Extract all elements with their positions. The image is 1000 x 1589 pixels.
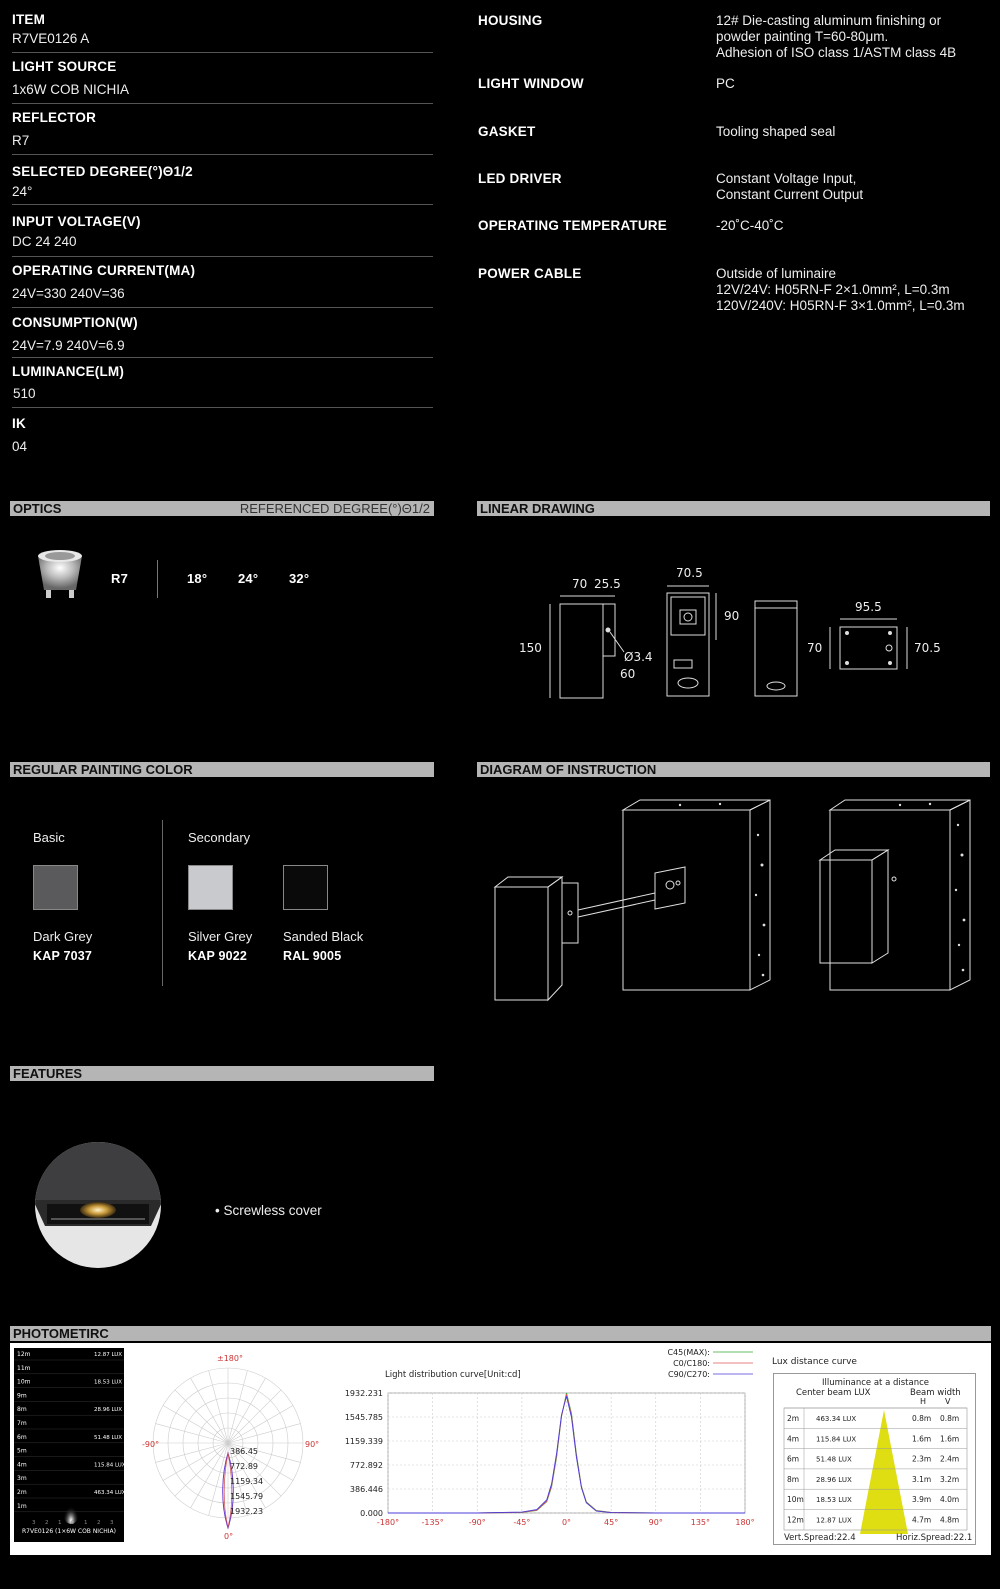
secondary-label: Secondary [188, 830, 251, 845]
lux-row-v: 0.8m [940, 1414, 960, 1423]
spec-value: R7 [12, 133, 30, 148]
strip-lux-label: 463.34 LUX [94, 1490, 126, 1496]
divider [12, 204, 433, 205]
strip-row-label: 2m [17, 1489, 27, 1496]
strip-lux-label: 12.87 LUX [94, 1352, 123, 1358]
lux-row-distance: 6m [787, 1454, 800, 1464]
reflector-label: R7 [111, 571, 129, 586]
polar-ring-label: 1159.34 [230, 1477, 264, 1486]
section-title: LINEAR DRAWING [480, 501, 595, 516]
strip-row-label: 10m [17, 1378, 31, 1386]
center-beam-label: Center beam LUX [796, 1388, 871, 1398]
x-tick-label: 135° [690, 1518, 711, 1527]
y-tick-label: 1932.231 [344, 1389, 383, 1398]
spec-value: PC [716, 76, 735, 91]
strip-x-tick: 1 [84, 1520, 88, 1526]
lux-row-h: 3.1m [912, 1474, 932, 1484]
dim-label: 95.5 [855, 600, 882, 614]
strip-row-label: 1m [17, 1502, 27, 1510]
strip-x-tick: 1 [58, 1520, 62, 1526]
spec-label: LIGHT SOURCE [12, 59, 117, 74]
spec-label: ITEM [12, 12, 46, 27]
illuminance-strip [14, 1348, 124, 1542]
y-tick-label: 772.892 [349, 1461, 383, 1470]
spec-value: 24V=7.9 240V=6.9 [12, 338, 125, 353]
divider [162, 820, 163, 986]
degree-option: 32° [289, 571, 310, 586]
x-tick-label: 0° [561, 1518, 572, 1527]
color-swatch-sanded-black [283, 865, 328, 910]
polar-label-top: ±180° [217, 1354, 243, 1363]
strip-x-tick: 3 [32, 1520, 36, 1526]
lux-row-distance: 4m [787, 1434, 800, 1444]
spec-label: HOUSING [478, 13, 543, 28]
lux-row-v: 4.0m [940, 1495, 960, 1505]
lux-row-distance: 12m [787, 1515, 804, 1525]
v-label: V [945, 1397, 951, 1406]
lux-row-distance: 8m [787, 1474, 800, 1484]
dim-label: 60 [620, 667, 636, 681]
polar-ring-label: 1932.23 [230, 1507, 264, 1516]
polar-ring-label: 1545.79 [230, 1492, 264, 1501]
spec-line: 12V/24V: H05RN-F 2×1.0mm², L=0.3m [716, 282, 950, 297]
feature-item: • Screwless cover [215, 1203, 322, 1218]
color-code: KAP 7037 [33, 949, 93, 963]
lux-row-value: 12.87 LUX [816, 1516, 852, 1525]
illuminance-strip-chart [14, 1348, 124, 1542]
spec-value: 24° [12, 184, 33, 199]
reflector-icon [32, 548, 92, 606]
spec-line: Outside of luminaire [716, 266, 837, 281]
y-tick-label: 1159.339 [344, 1437, 383, 1446]
spec-line: powder painting T=60-80μm. [716, 29, 889, 44]
dim-label: Ø3.4 [624, 650, 653, 664]
color-swatch-dark-grey [33, 865, 78, 910]
painting-color-header [10, 762, 434, 777]
spec-value: 04 [12, 439, 28, 454]
strip-x-tick: 0 [71, 1520, 75, 1526]
divider [12, 357, 433, 358]
dim-label: 70.5 [676, 566, 703, 580]
spec-value [716, 171, 863, 203]
dim-label: 25.5 [594, 577, 621, 591]
strip-row-label: 3m [17, 1475, 27, 1483]
section-title: FEATURES [13, 1066, 83, 1081]
divider [12, 256, 433, 257]
spec-value: 1x6W COB NICHIA [12, 82, 130, 97]
legend-label: C0/C180: [673, 1359, 710, 1368]
dim-label: 70.5 [914, 641, 941, 655]
polar-label-right: 90° [305, 1440, 320, 1449]
x-tick-label: -90° [468, 1518, 486, 1527]
lux-row-v: 4.8m [940, 1515, 960, 1525]
linear-drawing [510, 560, 980, 720]
spec-value: 24V=330 240V=36 [12, 286, 125, 301]
spec-line: 12# Die-casting aluminum finishing or [716, 13, 942, 28]
lux-row-value: 463.34 LUX [816, 1415, 857, 1423]
section-title: REGULAR PAINTING COLOR [13, 762, 193, 777]
strip-x-tick: 3 [110, 1520, 114, 1526]
strip-x-tick: 2 [97, 1520, 101, 1526]
lux-row-h: 1.6m [912, 1434, 932, 1444]
x-tick-label: 90° [648, 1518, 663, 1527]
spec-label: OPERATING TEMPERATURE [478, 218, 667, 233]
strip-caption: R7VE0126 (1×6W COB NICHIA) [21, 1528, 116, 1535]
color-code: KAP 9022 [188, 949, 248, 963]
basic-label: Basic [33, 830, 65, 845]
strip-row-label: 9m [17, 1392, 27, 1400]
spec-value [716, 13, 956, 61]
spec-label: CONSUMPTION(W) [12, 315, 138, 330]
lux-row-h: 4.7m [912, 1515, 932, 1525]
color-code: RAL 9005 [283, 949, 342, 963]
spec-label: REFLECTOR [12, 110, 97, 125]
divider [157, 560, 158, 598]
illuminance-title: Illuminance at a distance [821, 1378, 930, 1388]
legend-label: C45(MAX): [667, 1348, 710, 1357]
strip-row-label: 8m [17, 1406, 27, 1414]
spec-line: 120V/240V: H05RN-F 3×1.0mm², L=0.3m [716, 298, 965, 313]
strip-row-label: 4m [17, 1461, 27, 1469]
spec-line: Constant Voltage Input, [716, 171, 857, 186]
x-tick-label: -135° [421, 1518, 444, 1527]
spec-label: OPERATING CURRENT(MA) [12, 263, 196, 278]
y-tick-label: 386.446 [349, 1485, 383, 1494]
spec-value [716, 266, 965, 314]
spec-line: Constant Current Output [716, 187, 864, 202]
divider [12, 103, 433, 104]
strip-row-label: 12m [17, 1351, 31, 1358]
spec-value: -20˚C-40˚C [716, 218, 784, 233]
strip-row-label: 5m [17, 1447, 27, 1455]
y-tick-label: 0.000 [360, 1509, 383, 1518]
divider [12, 407, 433, 408]
features-header [10, 1066, 434, 1081]
strip-row-label: 7m [17, 1420, 27, 1427]
vert-spread: Vert.Spread:22.4 [784, 1533, 856, 1543]
lux-row-h: 0.8m [912, 1414, 932, 1423]
instruction-header [477, 762, 990, 777]
strip-lux-label: 18.53 LUX [94, 1379, 123, 1386]
dim-label: 150 [519, 641, 542, 655]
strip-lux-label: 115.84 LUX [94, 1462, 126, 1469]
spec-value: 510 [13, 386, 36, 401]
divider [12, 52, 433, 53]
lux-row-value: 18.53 LUX [816, 1496, 852, 1505]
lux-row-value: 51.48 LUX [816, 1455, 852, 1464]
spec-label: INPUT VOLTAGE(V) [12, 214, 141, 229]
light-distribution-chart [344, 1345, 765, 1550]
spec-value: Tooling shaped seal [716, 124, 836, 139]
horiz-spread: Horiz.Spread:22.1 [896, 1533, 973, 1543]
dim-label: 70 [807, 641, 823, 655]
degree-option: 24° [238, 571, 259, 586]
strip-x-tick: 2 [45, 1520, 49, 1526]
strip-row-label: 11m [17, 1364, 31, 1372]
x-tick-label: 180° [735, 1518, 755, 1527]
x-tick-label: -45° [513, 1518, 531, 1527]
spec-label: LUMINANCE(LM) [12, 364, 125, 379]
color-name: Sanded Black [283, 929, 364, 944]
dim-label: 90 [724, 609, 740, 623]
optics-header [10, 501, 434, 516]
section-title: OPTICS [13, 501, 62, 516]
polar-label-bottom: 0° [224, 1532, 234, 1541]
spec-label: POWER CABLE [478, 266, 582, 281]
spec-label: GASKET [478, 124, 536, 139]
spec-label: IK [12, 416, 26, 431]
section-title: DIAGRAM OF INSTRUCTION [480, 762, 657, 777]
strip-lux-label: 51.48 LUX [94, 1434, 123, 1441]
color-name: Silver Grey [188, 929, 253, 944]
polar-ring-label: 772.89 [230, 1462, 258, 1471]
spec-label: LIGHT WINDOW [478, 76, 584, 91]
y-tick-label: 1545.785 [344, 1413, 383, 1422]
feature-product-image [33, 1140, 163, 1270]
polar-ring-label: 386.45 [230, 1447, 258, 1456]
lux-distance-table [773, 1373, 976, 1545]
lux-row-distance: 2m [787, 1414, 800, 1423]
lux-row-h: 3.9m [912, 1495, 932, 1505]
photometric-panel [10, 1343, 991, 1555]
divider [12, 154, 433, 155]
lux-row-v: 3.2m [940, 1474, 960, 1484]
lux-distance-title: Lux distance curve [772, 1357, 857, 1367]
linear-drawing-header [477, 501, 990, 516]
photometric-header [10, 1326, 991, 1341]
lux-row-v: 2.4m [940, 1454, 960, 1464]
spec-line: Adhesion of ISO class 1/ASTM class 4B [716, 45, 957, 60]
lux-row-v: 1.6m [940, 1434, 960, 1444]
x-tick-label: 45° [604, 1518, 619, 1527]
strip-row-label: 6m [17, 1433, 27, 1441]
lux-row-value: 115.84 LUX [816, 1435, 857, 1444]
lux-row-value: 28.96 LUX [816, 1475, 852, 1484]
spec-value: R7VE0126 A [12, 31, 90, 46]
beam-width-label: Beam width [910, 1388, 961, 1398]
degree-option: 18° [187, 571, 208, 586]
lux-distance-chart [774, 1374, 977, 1546]
color-name: Dark Grey [33, 929, 93, 944]
divider [12, 307, 433, 308]
section-title: PHOTOMETIRC [13, 1326, 109, 1341]
chart-title: Light distribution curve[Unit:cd] [385, 1370, 521, 1380]
spec-label: SELECTED DEGREE(°)Θ1/2 [12, 164, 193, 179]
strip-lux-label: 28.96 LUX [94, 1407, 123, 1414]
polar-diagram [140, 1353, 340, 1543]
x-tick-label: -180° [376, 1518, 400, 1527]
lux-row-h: 2.3m [912, 1454, 932, 1464]
lux-row-distance: 10m [787, 1495, 804, 1505]
section-subtitle: REFERENCED DEGREE(°)Θ1/2 [239, 501, 430, 516]
spec-value: DC 24 240 [12, 234, 77, 249]
dim-label: 70 [572, 577, 588, 591]
instruction-diagram [480, 795, 990, 1010]
legend-label: C90/C270: [667, 1370, 710, 1379]
spec-label: LED DRIVER [478, 171, 562, 186]
polar-label-left: -90° [142, 1440, 160, 1449]
h-label: H [920, 1397, 927, 1406]
color-swatch-silver-grey [188, 865, 233, 910]
